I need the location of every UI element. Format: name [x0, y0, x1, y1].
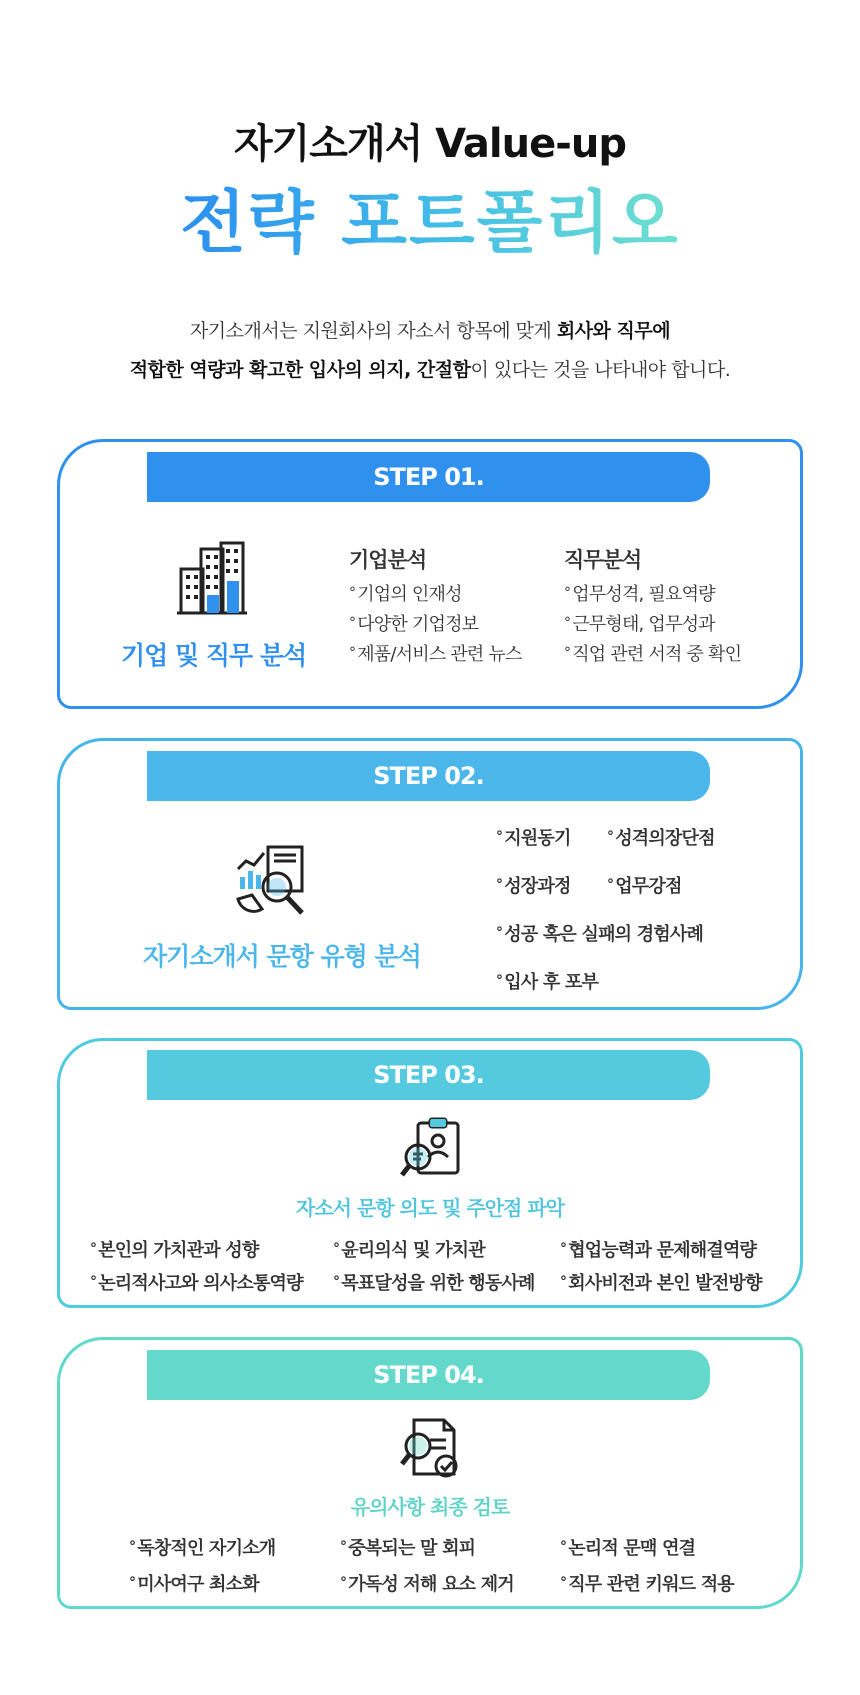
step-04-banner: STEP 04.: [147, 1350, 710, 1400]
list-item: ° 근무형태, 업무성과: [564, 610, 741, 640]
list-item: ° 성격의장단점: [607, 824, 715, 854]
list-item: ° 제품/서비스 관련 뉴스: [349, 640, 522, 670]
job-analysis-heading: 직무분석: [564, 548, 642, 572]
list-item: ° 논리적 문맥 연결: [560, 1534, 695, 1564]
list-item: ° 중복되는 말 회피: [340, 1534, 475, 1564]
page-title: 자기소개서 Value-up: [234, 121, 626, 167]
list-item: ° 직업 관련 서적 중 확인: [564, 640, 741, 670]
list-item: ° 업무성격, 필요역량: [564, 580, 741, 610]
company-analysis-list: [349, 580, 522, 670]
page-subtitle: 전략 포트폴리오: [180, 184, 680, 263]
job-analysis-list: [564, 580, 741, 670]
document-check-icon: [400, 1416, 464, 1480]
step-02-banner: STEP 02.: [147, 751, 710, 801]
step-01-banner: STEP 01.: [147, 452, 710, 502]
list-item: ° 업무강점: [607, 872, 682, 902]
list-item: ° 논리적사고와 의사소통역량: [90, 1269, 303, 1299]
list-item: ° 성장과정: [496, 872, 571, 902]
building-icon: [177, 541, 247, 616]
clipboard-profile-icon: [400, 1117, 464, 1181]
step-02-title: 자기소개서 문항 유형 분석: [143, 942, 421, 971]
list-item: ° 직무 관련 키워드 적용: [560, 1570, 734, 1600]
list-item: ° 독창적인 자기소개: [129, 1534, 275, 1564]
list-item: ° 윤리의식 및 가치관: [333, 1236, 485, 1266]
list-item: ° 다양한 기업정보: [349, 610, 522, 640]
list-item: ° 목표달성을 위한 행동사례: [333, 1269, 535, 1299]
list-item: ° 미사여구 최소화: [129, 1570, 259, 1600]
list-item: ° 협업능력과 문제해결역량: [560, 1236, 756, 1266]
list-item: ° 성공 혹은 실패의 경험사례: [496, 920, 703, 950]
list-item: ° 지원동기: [496, 824, 571, 854]
step-03-title: 자소서 문항 의도 및 주안점 파악: [296, 1196, 564, 1220]
list-item: ° 본인의 가치관과 성향: [90, 1236, 258, 1266]
step-04-title: 유의사항 최종 검토: [350, 1495, 510, 1519]
list-item: ° 가독성 저해 요소 제거: [340, 1570, 514, 1600]
step-01-title: 기업 및 직무 분석: [121, 641, 307, 670]
list-item: ° 기업의 인재성: [349, 580, 522, 610]
analysis-magnifier-icon: [234, 843, 314, 919]
intro-text: 자기소개서는 지원회사의 자소서 항목에 맞게 회사와 직무에 적합한 역량과 확고한 입사의 의지, 간절함이 있다는 것을 나타내야 합니다.: [129, 320, 731, 381]
list-item: ° 입사 후 포부: [496, 968, 598, 998]
company-analysis-heading: 기업분석: [349, 548, 427, 572]
list-item: ° 회사비전과 본인 발전방향: [560, 1269, 762, 1299]
step-03-banner: STEP 03.: [147, 1050, 710, 1100]
